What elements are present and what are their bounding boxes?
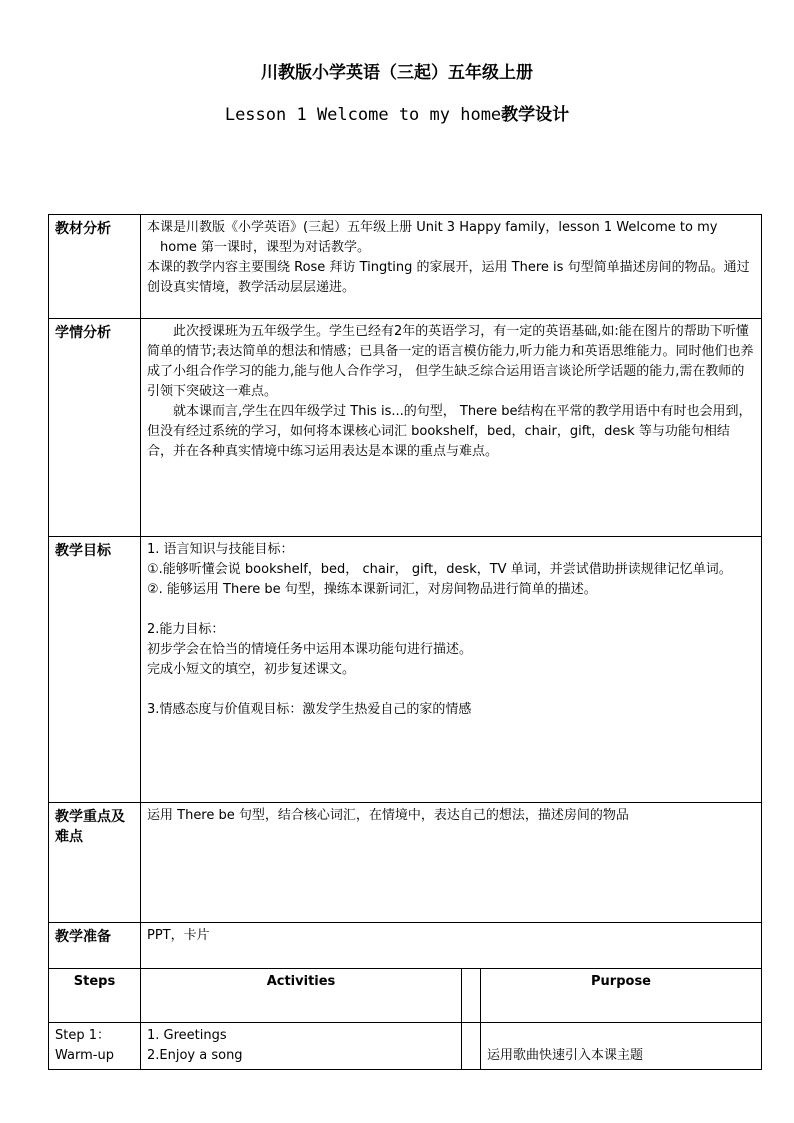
goals-label: 教学目标 (49, 537, 141, 803)
goal-1-a: ①.能够听懂会说 bookshelf，bed， chair， gift，desk，TV 单词，并尝试借助拼读规律记忆单词。 (147, 562, 732, 577)
row-material-analysis (49, 215, 762, 319)
steps-row (49, 1023, 762, 1070)
goal-3: 3.情感态度与价值观目标：激发学生热爱自己的家的情感 (147, 702, 472, 717)
row-student-analysis (49, 319, 762, 537)
row-key-points (49, 803, 762, 923)
header-spacer (462, 969, 481, 1023)
material-content (141, 215, 762, 319)
goal-1-title: 1. 语言知识与技能目标： (147, 542, 294, 557)
activities-cell (141, 1023, 462, 1070)
goal-2-b: 完成小短文的填空，初步复述课文。 (147, 662, 356, 677)
goal-2-a: 初步学会在恰当的情境任务中运用本课功能句进行描述。 (147, 642, 473, 657)
document-subtitle (0, 100, 794, 125)
spacer-cell (462, 1023, 481, 1070)
step-cell: Step 1：Warm-up (49, 1023, 141, 1070)
subtitle-english: Lesson 1 Welcome to my home (224, 105, 502, 125)
students-label: 学情分析 (49, 319, 141, 537)
header-steps: Steps (49, 969, 141, 1023)
row-teaching-goals (49, 537, 762, 803)
purpose-cell: 运用歌曲快速引入本课主题 (481, 1023, 762, 1070)
goal-1-b: ②. 能够运用 There be 句型，操练本课新词汇，对房间物品进行简单的描述。 (147, 582, 597, 597)
keypoints-content: 运用 There be 句型，结合核心词汇，在情境中，表达自己的想法，描述房间的物品 (141, 803, 762, 923)
document-title: 川教版小学英语（三起）五年级上册 (261, 63, 533, 83)
header-activities: Activities (141, 969, 462, 1023)
row-preparation (49, 923, 762, 969)
goal-2-title: 2.能力目标： (147, 622, 225, 637)
prep-content: PPT，卡片 (141, 923, 762, 969)
prep-label: 教学准备 (49, 923, 141, 969)
material-label: 教材分析 (49, 215, 141, 319)
material-line-2: 本课的教学内容主要围绕 Rose 拜访 Tingting 的家展开，运用 There is 句型简单描述房间的物品。通过创设真实情境，教学活动层层递进。 (147, 260, 750, 295)
activity-item: 1. Greetings (147, 1028, 227, 1043)
students-line-1: 此次授课班为五年级学生。学生已经有2年的英语学习，有一定的英语基础,如:能在图片的帮助下听懂简单的情节;表达简单的想法和情感；已具备一定的语言模仿能力,听力能力和英语思维能力。同时他们也养成了小组合作学习的能力,能与他人合作学习， 但学生缺乏综合运用语言谈论所学话题的能力,需在教师的引领下突破这一难点。 (147, 324, 754, 399)
header-purpose: Purpose (481, 969, 762, 1023)
students-line-2: 就本课而言,学生在四年级学过 This is...的句型， There be结构在平常的教学用语中有时也会用到，但没有经过系统的学习，如何将本课核心词汇 bookshelf，bed，chair，gift，desk 等与功能句相结合，并在各种真实情境中练习运用表达是本课的重点与难点。 (147, 404, 752, 459)
material-line-1: 本课是川教版《小学英语》(三起）五年级上册 Unit 3 Happy family，lesson 1 Welcome to my home 第一课时，课型为对话教学。 (147, 220, 718, 255)
subtitle-chinese: 教学设计 (501, 105, 570, 125)
steps-header-row (49, 969, 762, 1023)
students-content (141, 319, 762, 537)
goals-content (141, 537, 762, 803)
activity-item: 2.Enjoy a song (147, 1048, 243, 1063)
keypoints-label: 教学重点及难点 (49, 803, 141, 923)
lesson-plan-table (48, 214, 762, 1070)
